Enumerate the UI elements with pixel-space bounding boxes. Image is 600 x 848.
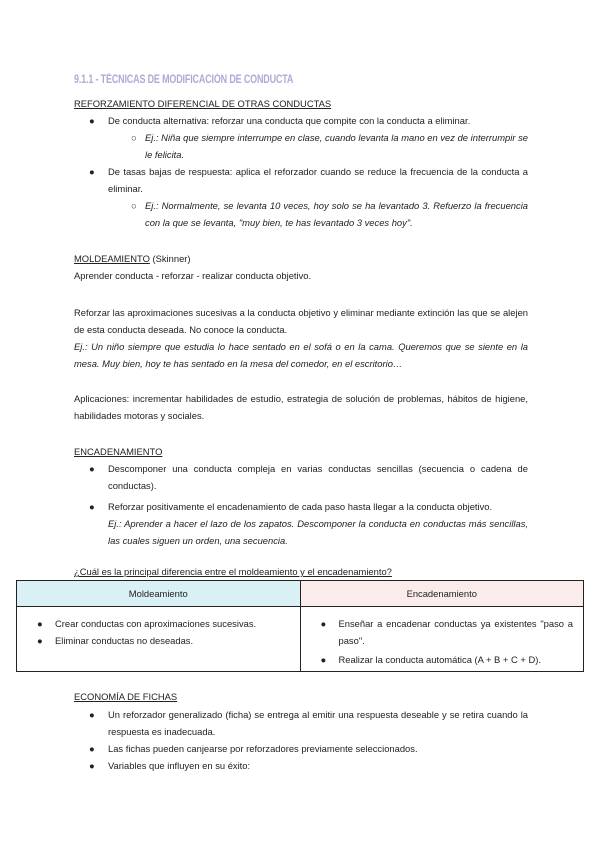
example-item: ○ Ej.: Normalmente, se levanta 10 veces, hoy solo se ha levantado 3. Refuerzo la frecuencia con la que se levanta, "muy bien, te has levantado 3 veces hoy". [74, 197, 528, 231]
heading-reforzamiento-diferencial: REFORZAMIENTO DIFERENCIAL DE OTRAS CONDUCTAS [74, 98, 332, 109]
list-item: ● Un reforzador generalizado (ficha) se entrega al emitir una respuesta deseable y se retira cuando la respuesta es inadecuada. [74, 706, 528, 740]
comparison-question: ¿Cuál es la principal diferencia entre el moldeamiento y el encadenamiento? [74, 566, 392, 577]
list-item: ● Reforzar positivamente el encadenamiento de cada paso hasta llegar a la conducta objetivo. Ej.: Aprender a hacer el lazo de los zapatos. Descomponer la conducta en conductas más sencillas, las cuales siguen un orden, una secuencia. [74, 498, 528, 549]
bullet-icon: ● [89, 115, 95, 126]
bullet-icon: ● [37, 635, 43, 646]
economia-list [74, 706, 528, 774]
moldeamiento-line: Aprender conducta - reforzar - realizar conducta objetivo. [74, 270, 312, 281]
list-item: ● Descomponer una conducta compleja en varias conductas sencillas (secuencia o cadena de conductas). [74, 460, 528, 494]
circle-bullet-icon: ○ [131, 200, 137, 211]
encadenamiento-example: Ej.: Aprender a hacer el lazo de los zapatos. Descomponer la conducta en conductas más sencillas, las cuales siguen un orden, una secuencia. [108, 518, 528, 546]
list-item: ● Realizar la conducta automática (A + B + C + D). [311, 651, 574, 668]
moldeamiento-heading-line [74, 250, 528, 267]
table-header-encadenamiento: Encadenamiento [300, 581, 584, 607]
bullet-icon: ● [89, 501, 95, 512]
bullet-icon: ● [89, 166, 95, 177]
list-item: ● Crear conductas con aproximaciones sucesivas. [27, 615, 290, 632]
table-cell-right [300, 607, 584, 672]
bullet-icon: ● [89, 760, 95, 771]
section-title: 9.1.1 - TÉCNICAS DE MODIFICACIÓN DE CONDUCTA [74, 74, 294, 86]
heading-encadenamiento: ENCADENAMIENTO [74, 446, 163, 457]
list-item: ● Eliminar conductas no deseadas. [27, 632, 290, 649]
heading-economia-fichas: ECONOMÍA DE FICHAS [74, 691, 178, 702]
moldeamiento-paragraph: Reforzar las aproximaciones sucesivas a la conducta objetivo y eliminar mediante extinción las que se alejen de esta conducta deseada. No conoce la conducta. [74, 307, 528, 335]
example-item: ○ Ej.: Niña que siempre interrumpe en clase, cuando levanta la mano en vez de interrumpir se le felicita. [74, 129, 528, 163]
bullet-icon: ● [320, 618, 327, 629]
list-item: ● De conducta alternativa: reforzar una conducta que compite con la conducta a eliminar. [74, 112, 528, 129]
list-item: ● Variables que influyen en su éxito: [74, 757, 528, 774]
encadenamiento-list [74, 460, 528, 549]
comparison-table [16, 580, 584, 672]
bullet-icon: ● [89, 463, 95, 474]
moldeamiento-author: (Skinner) [149, 253, 191, 264]
moldeamiento-example: Ej.: Un niño siempre que estudia lo hace sentado en el sofá o en la cama. Queremos que se siente en la mesa. Muy bien, hoy te has sentado en la mesa del comedor, en el escritorio… [74, 341, 528, 369]
moldeamiento-aplicaciones: Aplicaciones: incrementar habilidades de estudio, estrategia de solución de problemas, hábitos de higiene, habilidades motoras y sociales. [74, 393, 528, 421]
ref-diferencial-list [74, 112, 528, 231]
heading-moldeamiento: MOLDEAMIENTO [74, 253, 150, 264]
table-header-moldeamiento: Moldeamiento [17, 581, 301, 607]
bullet-icon: ● [37, 618, 43, 629]
list-item: ● Las fichas pueden canjearse por reforzadores previamente seleccionados. [74, 740, 528, 757]
bullet-icon: ● [89, 743, 95, 754]
bullet-icon: ● [89, 709, 95, 720]
bullet-icon: ● [320, 654, 327, 665]
circle-bullet-icon: ○ [131, 132, 137, 143]
table-cell-left [17, 607, 301, 672]
list-item: ● Enseñar a encadenar conductas ya existentes "paso a paso". [311, 615, 574, 649]
list-item: ● De tasas bajas de respuesta: aplica el reforzador cuando se reduce la frecuencia de la conducta a eliminar. [74, 163, 528, 197]
